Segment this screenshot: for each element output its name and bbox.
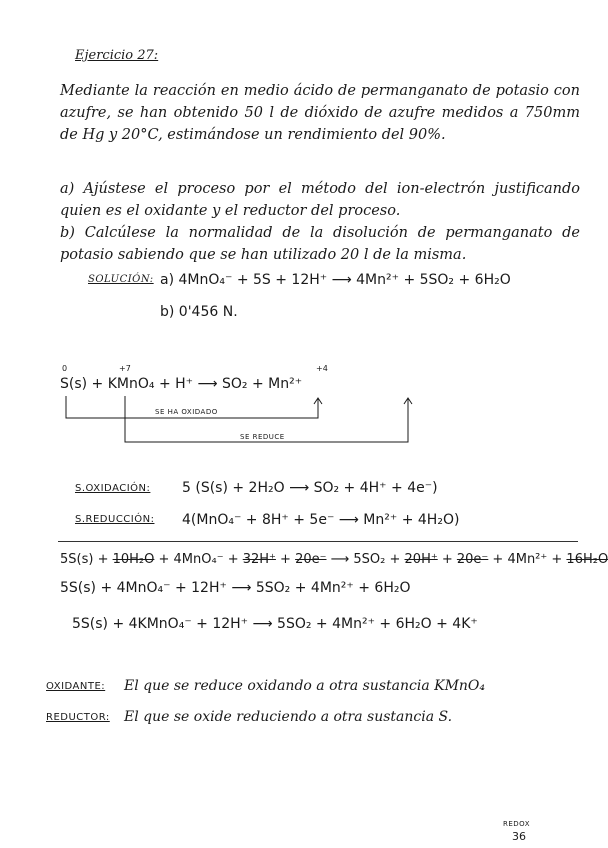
sum-divider <box>58 541 578 542</box>
cancelled-term: 20H⁺ <box>404 552 438 567</box>
sum-term: + <box>275 552 296 567</box>
exercise-title: Ejercicio 27: <box>75 48 159 63</box>
sum-term: ⟶ 5SO₂ + <box>326 552 405 567</box>
problem-part-b: b) Calcúlese la normalidad de la disolución de permanganato de potasio sabiendo que se han utilizado 20 l de la misma. <box>60 225 580 263</box>
problem-statement: Mediante la reacción en medio ácido de permanganato de potasio con azufre, se han obtenido 50 l de dióxido de azufre medidos a 750mm de Hg y 20°C, estimándose un rendimiento del 90%. <box>60 83 580 143</box>
reductor-label: REDUCTOR: <box>46 712 110 723</box>
oxidant-label: OXIDANTE: <box>46 681 106 692</box>
sum-line-1 <box>60 552 608 567</box>
cancelled-term: 16H₂O <box>566 552 608 567</box>
oxidation-half-label: S.OXIDACIÓN: <box>75 483 151 494</box>
oxidation-half-reaction: 5 (S(s) + 2H₂O ⟶ SO₂ + 4H⁺ + 4e⁻) <box>182 480 438 496</box>
oxidation-state-manganese: +7 <box>119 364 131 373</box>
sum-term: 5S(s) + <box>60 552 113 567</box>
solution-label: SOLUCIÓN: <box>88 274 154 285</box>
cancelled-term: 32H⁺ <box>242 552 276 567</box>
cancelled-term: 10H₂O <box>112 552 155 567</box>
reductor-definition: El que se oxide reduciendo a otra sustancia S. <box>124 709 453 725</box>
reduced-label: SE REDUCE <box>240 433 285 441</box>
reduction-half-reaction: 4(MnO₄⁻ + 8H⁺ + 5e⁻ ⟶ Mn²⁺ + 4H₂O) <box>182 512 460 528</box>
problem-part-a: a) Ajústese el proceso por el método del ion-electrón justificando quien es el oxidante y el reductor del proceso. <box>60 181 580 219</box>
solution-answer-a: a) 4MnO₄⁻ + 5S + 12H⁺ ⟶ 4Mn²⁺ + 5SO₂ + 6H₂O <box>160 272 511 288</box>
sum-term: + <box>437 552 457 567</box>
cancelled-term: 20e⁻ <box>295 552 327 567</box>
sum-term: + 4Mn²⁺ + <box>488 552 567 567</box>
unbalanced-reaction: S(s) + KMnO₄ + H⁺ ⟶ SO₂ + Mn²⁺ <box>60 376 303 392</box>
solution-answer-b: b) 0'456 N. <box>160 304 238 320</box>
sum-line-3: 5S(s) + 4KMnO₄⁻ + 12H⁺ ⟶ 5SO₂ + 4Mn²⁺ + 6H₂O + 4K⁺ <box>72 616 478 632</box>
reduction-half-label: S.REDUCCIÓN: <box>75 514 155 525</box>
sum-line-2: 5S(s) + 4MnO₄⁻ + 12H⁺ ⟶ 5SO₂ + 4Mn²⁺ + 6H₂O <box>60 580 411 596</box>
oxidant-definition: El que se reduce oxidando a otra sustancia KMnO₄ <box>124 678 486 694</box>
oxidized-label: SE HA OXIDADO <box>155 408 218 416</box>
page-number: 36 <box>512 830 526 843</box>
sum-term: + 4MnO₄⁻ + <box>154 552 243 567</box>
oxidation-state-sulfur: 0 <box>62 364 68 373</box>
cancelled-term: 20e⁻ <box>456 552 489 567</box>
oxidation-state-so2: +4 <box>316 364 328 373</box>
footer-brand: REDOX <box>503 820 531 828</box>
